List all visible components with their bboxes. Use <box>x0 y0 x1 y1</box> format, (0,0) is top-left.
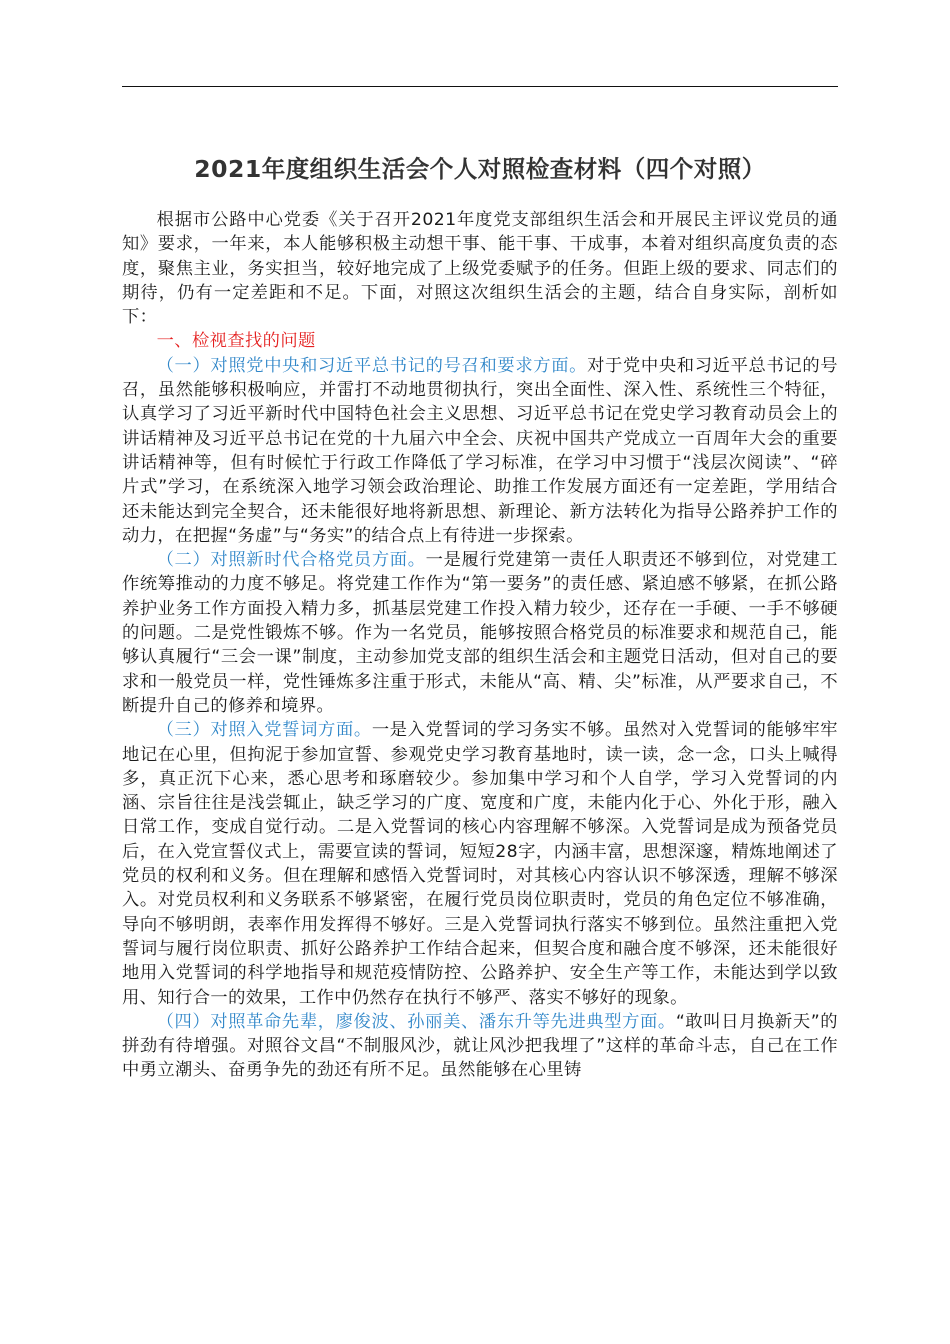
item-paragraph-3 <box>122 718 838 1010</box>
header-rule <box>122 86 838 87</box>
item-heading-4: （四）对照革命先辈，廖俊波、孙丽美、潘东升等先进典型方面。 <box>156 1011 676 1032</box>
intro-paragraph: 根据市公路中心党委《关于召开2021年度党支部组织生活会和开展民主评议党员的通知》要求，一年来，本人能够积极主动想干事、能干事、干成事，本着对组织高度负责的态度，聚焦主业，务实担当，较好地完成了上级党委赋予的任务。但距上级的要求、同志们的期待，仍有一定差距和不足。下面，对照这次组织生活会的主题，结合自身实际，剖析如下： <box>122 210 838 328</box>
item-paragraph-2 <box>122 548 838 718</box>
section-heading: 一、检视查找的问题 <box>156 331 316 352</box>
item-heading-3: （三）对照入党誓词方面。 <box>156 720 372 741</box>
document-title: 2021年度组织生活会个人对照检查材料（四个对照） <box>194 155 766 183</box>
item-text-2: 一是履行党建第一责任人职责还不够到位，对党建工作统筹推动的力度不够足。将党建工作作为“第一要务”的责任感、紧迫感不够紧，在抓公路养护业务工作方面投入精力多，抓基层党建工作投入精力较少，还存在一手硬、一手不够硬的问题。二是党性锻炼不够。作为一名党员，能够按照合格党员的标准要求和规范自己，能够认真履行“三会一课”制度，主动参加党支部的组织生活会和主题党日活动，但对自己的要求和一般党员一样，党性锤炼多注重于形式，未能从“高、精、尖”标准，从严要求自己，不断提升自己的修养和境界。 <box>122 550 838 716</box>
item-heading-2: （二）对照新时代合格党员方面。 <box>156 550 426 571</box>
item-paragraph-4 <box>122 1010 838 1083</box>
item-heading-1: （一）对照党中央和习近平总书记的号召和要求方面。 <box>156 355 588 376</box>
item-text-4: “敢叫日月换新天”的拼劲有待增强。对照谷文昌“不制服风沙，就让风沙把我埋了”这样的革命斗志，自己在工作中勇立潮头、奋勇争先的劲还有所不足。虽然能够在心里铸 <box>122 1011 838 1081</box>
document-body <box>122 208 838 1083</box>
item-text-3: 一是入党誓词的学习务实不够。虽然对入党誓词的能够牢牢地记在心里，但拘泥于参加宣誓、参观党史学习教育基地时，读一读，念一念，口头上喊得多，真正沉下心来，悉心思考和琢磨较少。参加集中学习和个人自学，学习入党誓词的内涵、宗旨往往是浅尝辄止，缺乏学习的广度、宽度和广度，未能内化于心、外化于形，融入日常工作，变成自觉行动。二是入党誓词的核心内容理解不够深。入党誓词是成为预备党员后，在入党宣誓仪式上，需要宣读的誓词，短短28字，内涵丰富，思想深邃，精炼地阐述了党员的权利和义务。但在理解和感悟入党誓词时，对其核心内容认识不够深透，理解不够深入。对党员权利和义务联系不够紧密，在履行党员岗位职责时，党员的角色定位不够准确，导向不够明朗，表率作用发挥得不够好。三是入党誓词执行落实不够到位。虽然注重把入党誓词与履行岗位职责、抓好公路养护工作结合起来，但契合度和融合度不够深，还未能很好地用入党誓词的科学地指导和规范疫情防控、公路养护、安全生产等工作，未能达到学以致用、知行合一的效果，工作中仍然存在执行不够严、落实不够好的现象。 <box>122 720 838 1008</box>
item-paragraph-1 <box>122 354 838 548</box>
item-text-1: 对于党中央和习近平总书记的号召，虽然能够积极响应，并雷打不动地贯彻执行，突出全面性、深入性、系统性三个特征，认真学习了习近平新时代中国特色社会主义思想、习近平总书记在党史学习教育动员会上的讲话精神及习近平总书记在党的十九届六中全会、庆祝中国共产党成立一百周年大会的重要讲话精神等，但有时候忙于行政工作降低了学习标准，在学习中习惯于“浅层次阅读”、“碎片式”学习，在系统深入地学习领会政治理论、助推工作发展方面还有一定差距，学用结合还未能达到完全契合，还未能很好地将新思想、新理论、新方法转化为指导公路养护工作的动力，在把握“务虚”与“务实”的结合点上有待进一步探索。 <box>122 355 838 546</box>
